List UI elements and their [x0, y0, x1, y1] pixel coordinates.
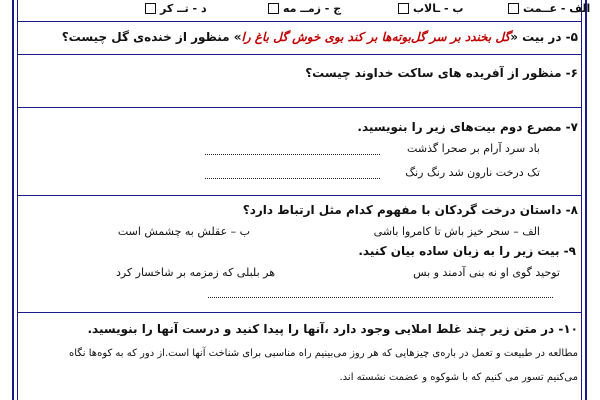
answer-line[interactable] [208, 297, 553, 298]
question-10-line-2: می‌کنیم تسور می کنیم که با شوکوه و عضمت نشسته اند. [339, 372, 578, 383]
page-border-right [585, 0, 587, 400]
question-7-line-1: باد سرد آرام بر صحرا گذشت [407, 142, 540, 155]
question-5-verse: گل بخندد بر سر گل‌بوته‌ها بر کند بوی خوش گل باغ را [241, 30, 511, 44]
option-c-label: ج - زمــ مه [283, 2, 342, 15]
divider [18, 54, 581, 55]
option-a[interactable] [508, 2, 590, 15]
question-9: ۹- بیت زیر را به زبان ساده بیان کنید. [358, 244, 576, 258]
page-border-left [12, 0, 14, 400]
question-7: ۷- مصرع دوم بیت‌های زیر را بنویسید. [357, 120, 578, 134]
question-5-prompt: » منظور از خنده‌ی گل چیست؟ [61, 30, 242, 44]
question-8-option-b[interactable]: ب – عقلش به چشمش است [117, 225, 250, 238]
option-c-checkbox[interactable] [268, 3, 279, 14]
option-b-label: ب - ـالاب [413, 2, 464, 15]
question-5-number: ۵- در بیت « [510, 30, 578, 44]
divider [18, 195, 581, 196]
option-b[interactable] [398, 2, 463, 15]
option-c[interactable] [268, 2, 341, 15]
answer-line[interactable] [205, 178, 380, 179]
divider [18, 312, 581, 313]
divider [18, 107, 581, 108]
question-8: ۸- داستان درخت گردکان با مفهوم کدام مثل ارتباط دارد؟ [242, 203, 578, 217]
question-7-line-2: تک درخت نارون شد رنگ رنگ [405, 166, 540, 179]
question-9-verse-a: توحید گوی او نه بنی آدمند و بس [413, 266, 560, 279]
option-d-checkbox[interactable] [145, 3, 156, 14]
page-border-left-inner [17, 0, 18, 400]
option-d-label: د - تــ کر [160, 2, 207, 15]
question-9-verse-b: هر بلبلی که زمزمه بر شاخسار کرد [115, 266, 275, 279]
divider [18, 21, 581, 22]
option-a-label: الف - عــمت [523, 2, 591, 15]
option-a-checkbox[interactable] [508, 3, 519, 14]
question-5 [62, 30, 578, 44]
question-6: ۶- منظور از آفریده های ساکت خداوند چیست؟ [305, 66, 578, 80]
question-8-option-a[interactable]: الف – سحر خیز باش تا کامروا باشی [373, 225, 540, 238]
option-b-checkbox[interactable] [398, 3, 409, 14]
question-10: ۱۰- در متن زیر چند غلط املایی وجود دارد ،آنها را پیدا کنید و درست آنها را بنویسید. [87, 322, 578, 336]
option-d[interactable] [145, 2, 207, 15]
answer-line[interactable] [205, 154, 380, 155]
page-border-right-inner [581, 0, 582, 400]
question-10-line-1: مطالعه در طبیعت و تعمل در باره‌ی چیزهایی که هر روز می‌بینیم راه مناسبی برای شناخت آنها است.از دور که به کوه‌ها نگاه [68, 348, 578, 359]
